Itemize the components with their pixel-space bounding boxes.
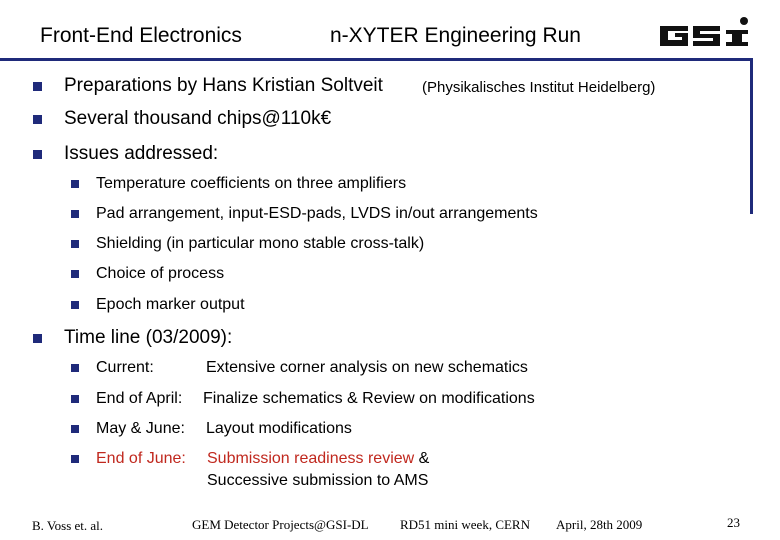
bullet-note: (Physikalisches Institut Heidelberg)	[422, 79, 656, 96]
sub-bullet-marker	[71, 210, 79, 218]
bullet-chips: Several thousand chips@110k€	[64, 108, 332, 129]
sub-bullet-marker	[71, 395, 79, 403]
footer-date: April, 28th 2009	[556, 517, 643, 532]
issue-item: Choice of process	[96, 265, 225, 282]
timeline-text: Layout modifications	[206, 420, 352, 437]
sub-bullet-marker	[71, 425, 79, 433]
timeline-text-row	[207, 450, 429, 468]
bullet-timeline: Time line (03/2009):	[64, 327, 233, 348]
header-divider	[0, 58, 752, 61]
bullet-marker	[33, 334, 42, 343]
timeline-text-tail: &	[418, 450, 430, 467]
timeline-label: End of April:	[96, 390, 183, 407]
issue-item: Pad arrangement, input-ESD-pads, LVDS in/out arrangements	[96, 205, 538, 222]
issue-item: Shielding (in particular mono stable cross-talk)	[96, 235, 425, 252]
bullet-issues: Issues addressed:	[64, 143, 219, 164]
sub-bullet-marker	[71, 180, 79, 188]
slide-title: n-XYTER Engineering Run	[330, 24, 581, 47]
timeline-label: End of June:	[96, 450, 186, 467]
right-divider	[750, 58, 753, 214]
bullet-preparations: Preparations by Hans Kristian Soltveit	[64, 75, 383, 96]
timeline-text-line2: Successive submission to AMS	[207, 472, 429, 489]
timeline-text: Finalize schematics & Review on modifications	[203, 390, 535, 407]
bullet-marker	[33, 82, 42, 91]
timeline-label: May & June:	[96, 420, 185, 437]
footer-meeting: RD51 mini week, CERN	[400, 517, 530, 532]
sub-bullet-marker	[71, 240, 79, 248]
timeline-text: Submission readiness review	[207, 450, 415, 467]
sub-bullet-marker	[71, 270, 79, 278]
issue-item: Epoch marker output	[96, 296, 245, 313]
page-number: 23	[727, 515, 740, 530]
issue-item: Temperature coefficients on three amplifiers	[96, 175, 407, 192]
bullet-marker	[33, 150, 42, 159]
footer-author: B. Voss et. al.	[32, 518, 104, 533]
sub-bullet-marker	[71, 364, 79, 372]
timeline-text: Extensive corner analysis on new schematics	[206, 359, 528, 376]
footer-event: GEM Detector Projects@GSI-DL	[192, 517, 369, 532]
section-title: Front-End Electronics	[40, 24, 242, 47]
sub-bullet-marker	[71, 455, 79, 463]
bullet-marker	[33, 115, 42, 124]
gsi-logo-icon	[658, 16, 754, 50]
timeline-label: Current:	[96, 359, 154, 376]
sub-bullet-marker	[71, 301, 79, 309]
